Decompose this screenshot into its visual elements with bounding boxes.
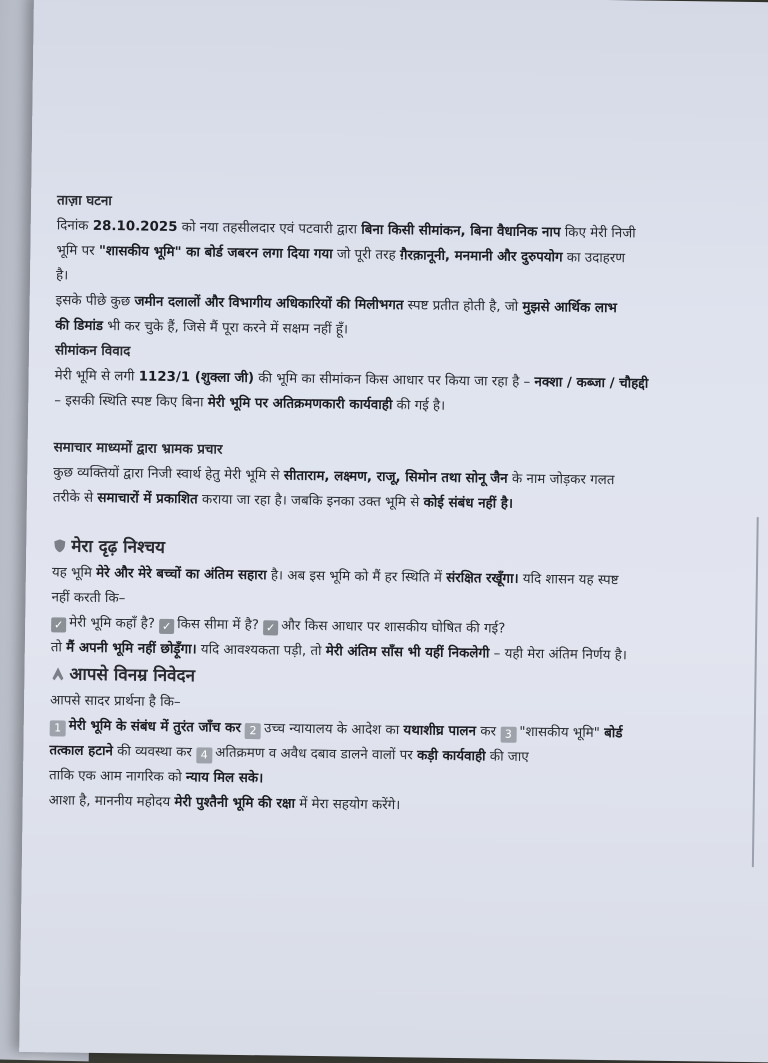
vertical-margin-line	[752, 517, 759, 867]
folded-hands-icon	[50, 662, 65, 677]
number-badge: 2	[245, 723, 261, 739]
number-badge: 3	[500, 727, 516, 743]
paragraph-line: ताकि एक आम नागरिक को न्याय मिल सके।	[48, 768, 264, 787]
paragraph-line: आपसे सादर प्रार्थना है कि–	[50, 693, 181, 711]
paragraph-line: है।	[55, 268, 69, 284]
paragraph-line: तो मैं अपनी भूमि नहीं छोड़ूँगा। यदि आवश्यकता पड़ी, तो मेरी अंतिम साँस भी यहीं निकलेगी – यही मेरा अंतिम निर्णय है।	[50, 640, 627, 664]
request-line: तत्काल हटाने की व्यवस्था कर 4 अतिक्रमण व अवैध दबाव डालने वालों पर कड़ी कार्यवाही की जाए	[49, 743, 529, 765]
question-line: ✓ मेरी भूमि कहाँ है? ✓ किस सीमा में है? ✓ और किस आधार पर शासकीय घोषित की गई?	[51, 610, 741, 645]
number-badge: 4	[196, 747, 212, 763]
number-badge: 1	[50, 720, 66, 736]
paragraph-line: मेरी भूमि से लगी 1123/1 (शुक्ला जी) की भूमि का सीमांकन किस आधार पर किया जा रहा है – नक्शा / कब्जा / चौहद्दी	[54, 368, 649, 392]
paragraph-line: भूमि पर "शासकीय भूमि" का बोर्ड जबरन लगा दिया गया जो पूरी तरह ग़ैरक़ानूनी, मनमानी और दुरुपयोग का उदाहरण	[56, 243, 626, 267]
paragraph-line: यह भूमि मेरे और मेरे बच्चों का अंतिम सहारा है। अब इस भूमि को मैं हर स्थिति में संरक्षित रखूँगा। यदि शासन यह स्पष्ट	[51, 565, 619, 589]
section-heading-humble-request: आपसे विनम्र निवेदन	[50, 660, 740, 698]
section-heading-demarcation-dispute: सीमांकन विवाद	[54, 343, 131, 360]
shield-icon	[52, 534, 67, 549]
section-heading-misleading-news: समाचार माध्यमों द्वारा भ्रामक प्रचार	[53, 440, 223, 458]
paragraph-line: इसके पीछे कुछ जमीन दलालों और विभागीय अधिकारियों की मिलीभगत स्पष्ट प्रतीत होती है, जो मुझसे आर्थिक लाभ	[55, 293, 618, 317]
document-page	[19, 0, 768, 1063]
section-heading-latest-incident: ताज़ा घटना	[56, 193, 112, 210]
paragraph-line: की डिमांड भी कर चुके हैं, जिसे मैं पूरा करने में सक्षम नहीं हूँ।	[55, 318, 349, 338]
paragraph-line: – इसकी स्थिति स्पष्ट किए बिना मेरी भूमि पर अतिक्रमणकारी कार्यवाही की गई है।	[54, 393, 446, 414]
check-icon: ✓	[51, 617, 66, 632]
section-heading-firm-resolve: मेरा दृढ़ निश्चय	[52, 532, 742, 570]
paragraph-line: तरीके से समाचारों में प्रकाशित कराया जा रहा है। जबकि इनका उक्त भूमि से कोई संबंध नहीं है।	[52, 490, 514, 512]
paragraph-line: दिनांक 28.10.2025 को नया तहसीलदार एवं पटवारी द्वारा बिना किसी सीमांकन, बिना वैधानिक नाप किए मेरी निजी	[56, 218, 636, 242]
paragraph-line: कुछ व्यक्तियों द्वारा निजी स्वार्थ हेतु मेरी भूमि से सीताराम, लक्ष्मण, राजू, सिमोन तथा सोनू जैन के नाम जोड़कर गलत	[53, 465, 615, 489]
check-icon: ✓	[159, 619, 174, 634]
paragraph-line: आशा है, माननीय महोदय मेरी पुश्तैनी भूमि की रक्षा में मेरा सहयोग करेंगे।	[48, 793, 401, 814]
check-icon: ✓	[263, 620, 278, 635]
paragraph-line: नहीं करती कि–	[51, 590, 126, 607]
document-content	[49, 188, 748, 823]
request-line: 1 मेरी भूमि के संबंध में तुरंत जाँच कर 2 उच्च न्यायालय के आदेश का यथाशीघ्र पालन कर 3 "शासकीय भूमि" बोर्ड	[50, 713, 740, 748]
